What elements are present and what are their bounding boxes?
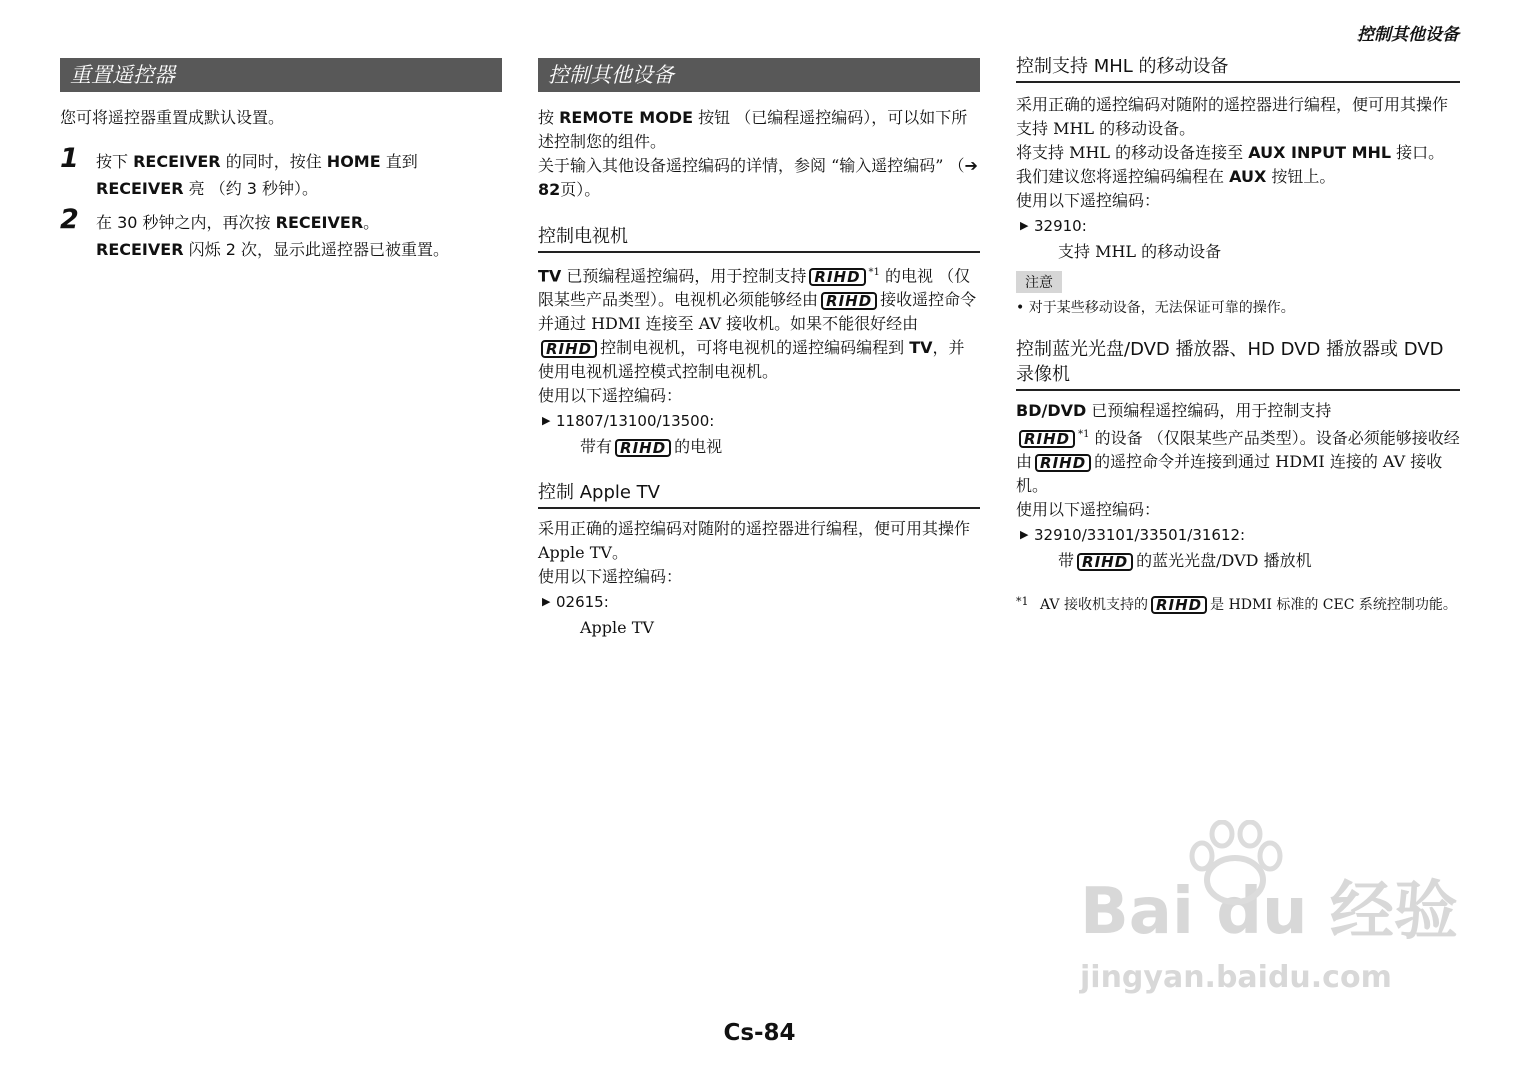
apple-code-desc: Apple TV — [580, 618, 654, 638]
step-2 — [60, 204, 502, 263]
apple-paragraph: 采用正确的遥控编码对随附的遥控器进行编程，便可用其操作 Apple TV。 — [538, 519, 971, 563]
tv-paragraph — [538, 261, 980, 384]
code-value: 32910: — [1034, 217, 1087, 235]
text: 的蓝光光盘/DVD 播放机 — [1136, 551, 1312, 571]
page-ref: 82 — [538, 180, 561, 199]
text: 直到 — [380, 152, 418, 171]
bd-code-desc — [1016, 548, 1460, 574]
text: 将支持 MHL 的移动设备连接至 — [1016, 143, 1249, 162]
remote-mode-paragraph — [538, 106, 980, 154]
text: 带有 — [580, 437, 613, 457]
bd-code — [1016, 522, 1460, 548]
text: 的设备 （仅限某些产品类型）。设备必须能够接收经由 — [1016, 428, 1460, 472]
text: 的遥控命令并连接到通过 HDMI 连接的 AV 接收机。 — [1016, 452, 1443, 496]
rihd-logo: RIHD — [1035, 454, 1091, 472]
text: 是 HDMI 标准的 CEC 系统控制功能。 — [1210, 597, 1457, 614]
text: 关于输入其他设备遥控编码的详情，参阅 “输入遥控编码” （➔ — [538, 156, 978, 175]
text: 按 — [538, 108, 560, 127]
heading-control-tv: 控制电视机 — [538, 224, 980, 253]
key-receiver: RECEIVER — [133, 152, 221, 171]
paw-icon — [1180, 820, 1290, 910]
triangle-bullet-icon: ▶ — [542, 414, 551, 428]
bd-paragraph — [1016, 399, 1460, 498]
column-control-other — [538, 58, 980, 641]
rihd-logo: RIHD — [809, 268, 865, 286]
tv-code — [538, 408, 980, 434]
key-receiver: RECEIVER — [275, 213, 364, 232]
key-aux: AUX — [1229, 167, 1267, 186]
triangle-bullet-icon: ▶ — [542, 595, 551, 609]
key-home: HOME — [326, 152, 381, 171]
key-receiver: RECEIVER — [96, 240, 184, 259]
triangle-bullet-icon: ▶ — [1020, 219, 1029, 232]
text: 闪烁 2 次，显示此遥控器已被重置。 — [183, 240, 449, 259]
rihd-logo: RIHD — [1077, 553, 1133, 571]
heading-bd-dvd: 控制蓝光光盘/DVD 播放器、HD DVD 播放器或 DVD 录像机 — [1016, 337, 1460, 391]
page-number: Cs-84 — [723, 1020, 796, 1046]
bd-use-codes: 使用以下遥控编码： — [1016, 500, 1161, 520]
text: AV 接收机支持的 — [1040, 597, 1148, 614]
step-number: 1 — [60, 143, 79, 174]
text: 按钮 （已编程遥控编码），可以如下所述控制您的组件。 — [538, 108, 968, 151]
key-tv: TV — [909, 338, 933, 358]
mhl-code-desc: 支持 MHL 的移动设备 — [1058, 242, 1222, 261]
text: 已预编程遥控编码，用于控制支持 — [1086, 401, 1332, 420]
rihd-logo: RIHD — [541, 340, 597, 358]
tv-use-codes: 使用以下遥控编码： — [538, 386, 683, 406]
column-reset-remote — [60, 58, 502, 263]
text: 按钮上。 — [1266, 167, 1336, 186]
mhl-paragraph-2 — [1016, 141, 1460, 189]
triangle-bullet-icon: ▶ — [1020, 528, 1029, 542]
mhl-paragraph-1: 采用正确的遥控编码对随附的遥控器进行编程，便可用其操作支持 MHL 的移动设备。 — [1016, 95, 1449, 138]
rihd-logo: RIHD — [1151, 596, 1207, 614]
mhl-code — [1016, 213, 1460, 239]
reset-intro: 您可将遥控器重置成默认设置。 — [60, 108, 285, 127]
note-label: 注意 — [1016, 271, 1062, 293]
footnote-ref: *1 — [1078, 429, 1090, 440]
text: 已预编程遥控编码，用于控制支持 — [561, 266, 807, 286]
reference-paragraph — [538, 154, 980, 202]
note-text: • 对于某些移动设备，无法保证可靠的操作。 — [1016, 300, 1295, 316]
heading-mhl: 控制支持 MHL 的移动设备 — [1016, 54, 1460, 83]
text: ，并使用电视机遥控模式控制电视机。 — [538, 338, 965, 382]
heading-apple-tv: 控制 Apple TV — [538, 480, 980, 509]
watermark-logo: Bai du 经验 — [1080, 875, 1458, 949]
text: 的同时，按住 — [220, 152, 327, 171]
rihd-logo: RIHD — [615, 439, 671, 457]
section-bar-control: 控制其他设备 — [538, 58, 980, 92]
text: 。 — [363, 213, 380, 232]
text: 接收遥控命令并通过 HDMI 连接至 AV 接收机。如果不能很好经由 — [538, 290, 977, 334]
text: 带 — [1058, 551, 1075, 571]
step-number: 2 — [60, 204, 79, 235]
baidu-watermark — [1080, 830, 1458, 995]
step-1 — [60, 143, 502, 202]
code-value: 11807/13100/13500: — [556, 412, 715, 431]
column-mhl-bd — [1016, 54, 1460, 616]
apple-use-codes: 使用以下遥控编码： — [538, 567, 683, 587]
text: 在 30 秒钟之内，再次按 — [96, 213, 276, 232]
footnote-ref: *1 — [868, 267, 880, 278]
tv-code-desc — [538, 434, 980, 460]
code-value: 02615: — [556, 593, 609, 612]
text: 亮 （约 3 秒钟）。 — [183, 179, 319, 198]
section-bar-reset: 重置遥控器 — [60, 58, 502, 92]
text: 控制电视机，可将电视机的遥控编码编程到 — [600, 338, 910, 358]
text: 按下 — [96, 152, 134, 171]
text: 的电视 （仅限某些产品类型）。电视机必须能够经由 — [538, 266, 971, 310]
text: 接口。我们建议您将遥控编码编程在 — [1016, 143, 1445, 186]
key-aux-input-mhl: AUX INPUT MHL — [1248, 143, 1392, 162]
text: 的电视 — [674, 437, 723, 457]
rihd-logo: RIHD — [1019, 430, 1075, 448]
text: 页）。 — [560, 180, 601, 199]
key-remote-mode: REMOTE MODE — [559, 108, 694, 127]
rihd-logo: RIHD — [821, 292, 877, 310]
footnote — [1016, 594, 1460, 616]
key-tv: TV — [538, 266, 562, 286]
key-receiver: RECEIVER — [96, 179, 184, 198]
apple-code — [538, 589, 980, 615]
page-header-title: 控制其他设备 — [1357, 25, 1459, 45]
watermark-url: jingyan.baidu.com — [1080, 960, 1392, 995]
key-bd-dvd: BD/DVD — [1016, 401, 1087, 420]
mhl-use-codes: 使用以下遥控编码： — [1016, 191, 1161, 210]
footnote-mark: *1 — [1016, 595, 1029, 609]
code-value: 32910/33101/33501/31612: — [1034, 526, 1246, 545]
